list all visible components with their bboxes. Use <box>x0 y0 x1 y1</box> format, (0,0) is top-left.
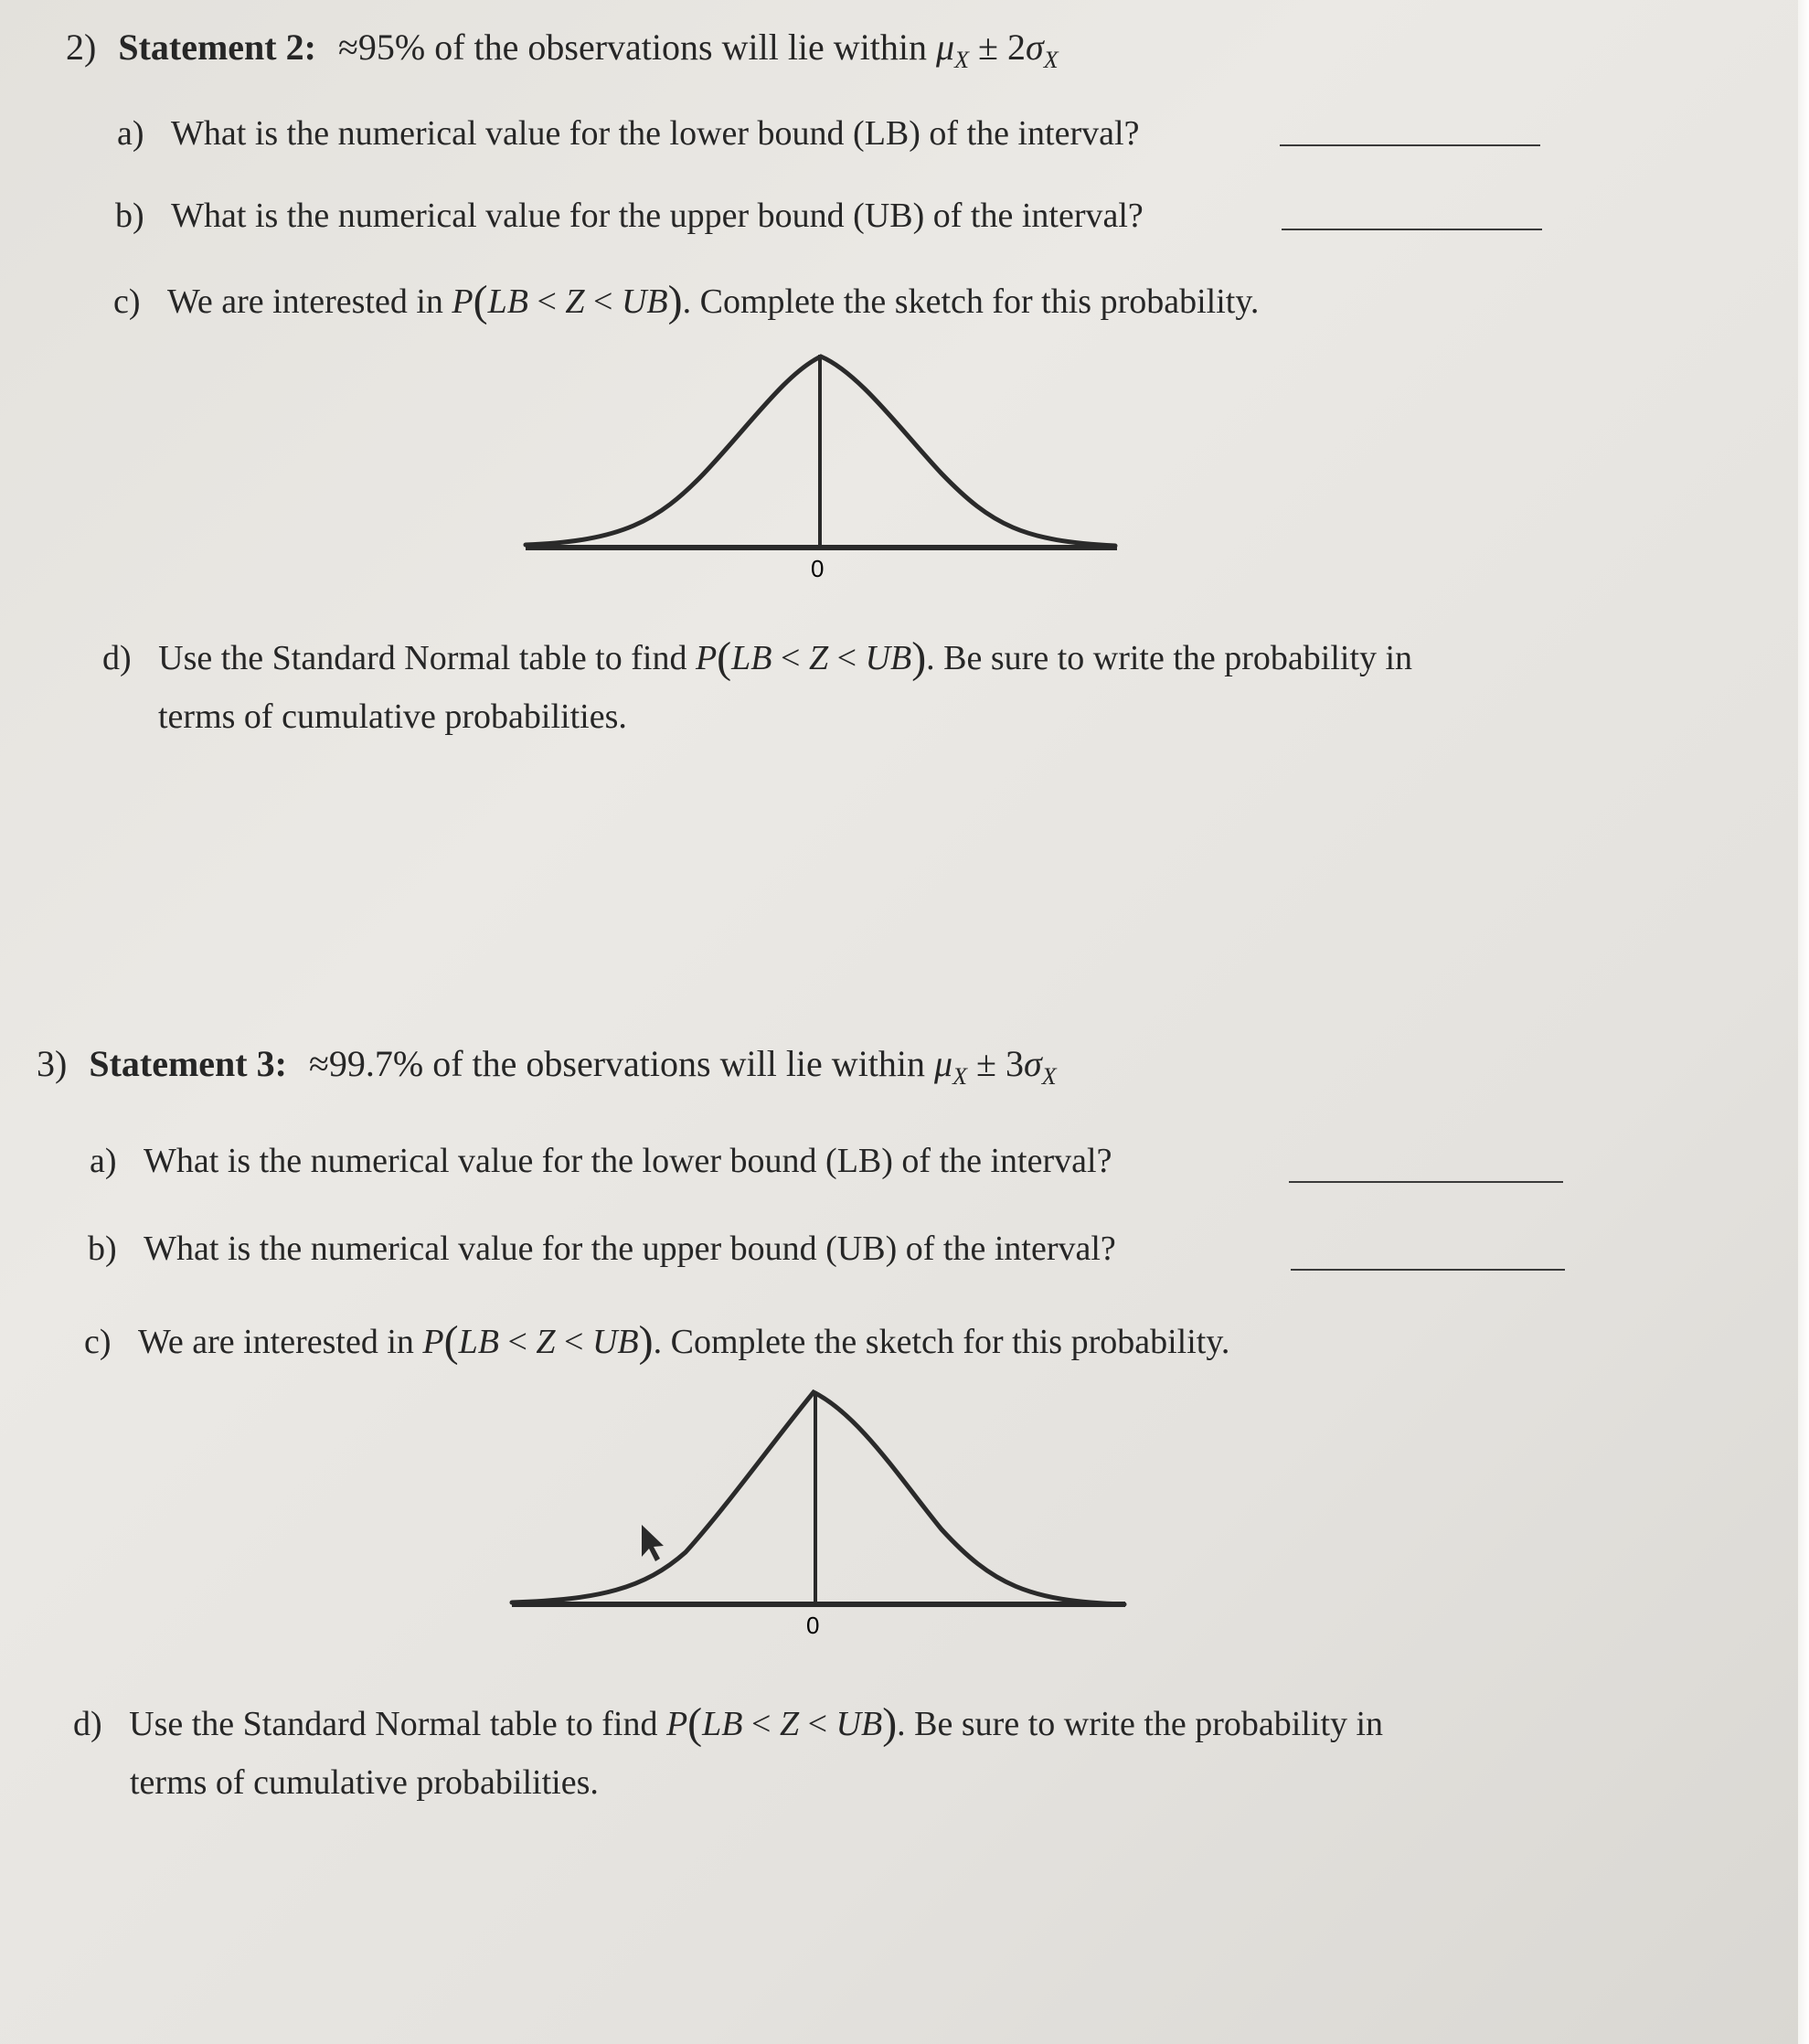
prob-lt: < <box>555 1323 592 1361</box>
statement-2-part-c <box>113 277 1260 325</box>
part-text-pre: Use the Standard Normal table to find <box>129 1705 666 1743</box>
statement-2-heading <box>66 26 1059 74</box>
bell-curve <box>512 1392 1124 1604</box>
prob-close: ) <box>911 633 927 682</box>
prob-p: P <box>695 639 718 677</box>
sigma-symbol: σ <box>1023 1043 1042 1084</box>
prob-ub: UB <box>865 639 912 677</box>
part-text-pre: We are interested in <box>167 282 452 321</box>
part-label: d) <box>102 639 132 677</box>
normal-curve-sketch[interactable] <box>498 1379 1138 1644</box>
part-text-post: . Complete the sketch for this probability. <box>682 282 1260 321</box>
upper-bound-answer-line[interactable] <box>1282 229 1542 230</box>
statement-3-part-b <box>88 1229 1116 1269</box>
prob-p: P <box>452 282 474 321</box>
part-text-post: . Complete the sketch for this probability. <box>653 1323 1230 1361</box>
prob-open: ( <box>473 277 488 325</box>
prob-ub: UB <box>591 1323 639 1361</box>
normal-curve-sketch[interactable] <box>512 338 1124 594</box>
upper-bound-answer-line[interactable] <box>1291 1269 1565 1271</box>
lower-bound-answer-line[interactable] <box>1280 144 1540 146</box>
approx-symbol: ≈ <box>337 27 358 68</box>
sigma-subscript: X <box>1041 1063 1057 1090</box>
page-edge <box>1798 0 1809 2044</box>
part-text: What is the numerical value for the lower bound (LB) of the interval? <box>144 1142 1112 1180</box>
statement-2-part-b <box>115 196 1144 236</box>
part-text-pre: We are interested in <box>138 1323 423 1361</box>
statement-3-part-a <box>90 1141 1112 1181</box>
prob-z: Z <box>565 282 585 321</box>
prob-lb: LB <box>702 1705 743 1743</box>
statement-text: of the observations will lie within <box>423 1043 935 1084</box>
statement-3-part-c <box>84 1317 1230 1366</box>
statement-3-part-d-line2: terms of cumulative probabilities. <box>130 1763 599 1802</box>
plus-minus: ± 2 <box>969 27 1026 68</box>
part-label: a) <box>90 1142 117 1180</box>
mu-symbol: μ <box>934 1043 953 1084</box>
axis-label-zero: 0 <box>806 1612 820 1639</box>
sigma-symbol: σ <box>1025 27 1044 68</box>
mu-subscript: X <box>954 47 969 73</box>
statement-2-part-d-line2: terms of cumulative probabilities. <box>158 697 627 736</box>
prob-lt: < <box>498 1323 537 1361</box>
prob-lt: < <box>527 282 566 321</box>
prob-lt: < <box>799 1705 836 1743</box>
prob-open: ( <box>717 633 732 682</box>
prob-z: Z <box>808 639 829 677</box>
statement-3-part-d <box>73 1699 1384 1748</box>
prob-ub: UB <box>621 282 668 321</box>
statement-label: Statement 3: <box>89 1043 287 1084</box>
part-text-post: . Be sure to write the probability in <box>926 639 1413 677</box>
prob-close: ) <box>882 1699 898 1748</box>
prob-lt: < <box>742 1705 780 1743</box>
part-label: d) <box>73 1705 102 1743</box>
statement-text: of the observations will lie within <box>425 27 937 68</box>
lower-bound-answer-line[interactable] <box>1289 1181 1563 1183</box>
prob-lt: < <box>828 639 866 677</box>
statement-number: 3) <box>37 1043 68 1084</box>
prob-z: Z <box>779 1705 800 1743</box>
statement-percent: 95% <box>357 27 426 68</box>
statement-2-part-a <box>117 113 1139 154</box>
part-label: a) <box>117 114 144 153</box>
statement-percent: 99.7% <box>328 1043 424 1084</box>
statement-2-part-d <box>102 633 1413 682</box>
part-label: c) <box>84 1323 112 1361</box>
part-text: What is the numerical value for the upper bound (UB) of the interval? <box>144 1230 1116 1268</box>
part-label: b) <box>88 1230 117 1268</box>
part-text: What is the numerical value for the upper bound (UB) of the interval? <box>171 197 1144 235</box>
part-text-pre: Use the Standard Normal table to find <box>158 639 696 677</box>
sigma-subscript: X <box>1043 47 1059 73</box>
part-text-post: . Be sure to write the probability in <box>897 1705 1384 1743</box>
plus-minus: ± 3 <box>967 1043 1024 1084</box>
prob-p: P <box>422 1323 444 1361</box>
part-label: b) <box>115 197 144 235</box>
prob-lb: LB <box>487 282 528 321</box>
approx-symbol: ≈ <box>308 1043 329 1084</box>
cursor-arrow-icon <box>642 1525 664 1561</box>
prob-p: P <box>665 1705 688 1743</box>
prob-lt: < <box>584 282 622 321</box>
part-text: What is the numerical value for the lower bound (LB) of the interval? <box>171 114 1140 153</box>
prob-lb: LB <box>458 1323 499 1361</box>
part-label: c) <box>113 282 141 321</box>
prob-z: Z <box>536 1323 556 1361</box>
axis-label-zero: 0 <box>811 555 825 582</box>
statement-3-heading <box>37 1042 1057 1091</box>
statement-number: 2) <box>66 27 97 68</box>
prob-lb: LB <box>731 639 772 677</box>
prob-ub: UB <box>835 1705 883 1743</box>
mu-symbol: μ <box>936 27 955 68</box>
prob-close: ) <box>667 277 683 325</box>
statement-label: Statement 2: <box>118 27 316 68</box>
prob-close: ) <box>638 1317 654 1366</box>
prob-open: ( <box>687 1699 703 1748</box>
prob-lt: < <box>771 639 809 677</box>
mu-subscript: X <box>952 1063 967 1090</box>
prob-open: ( <box>443 1317 459 1366</box>
